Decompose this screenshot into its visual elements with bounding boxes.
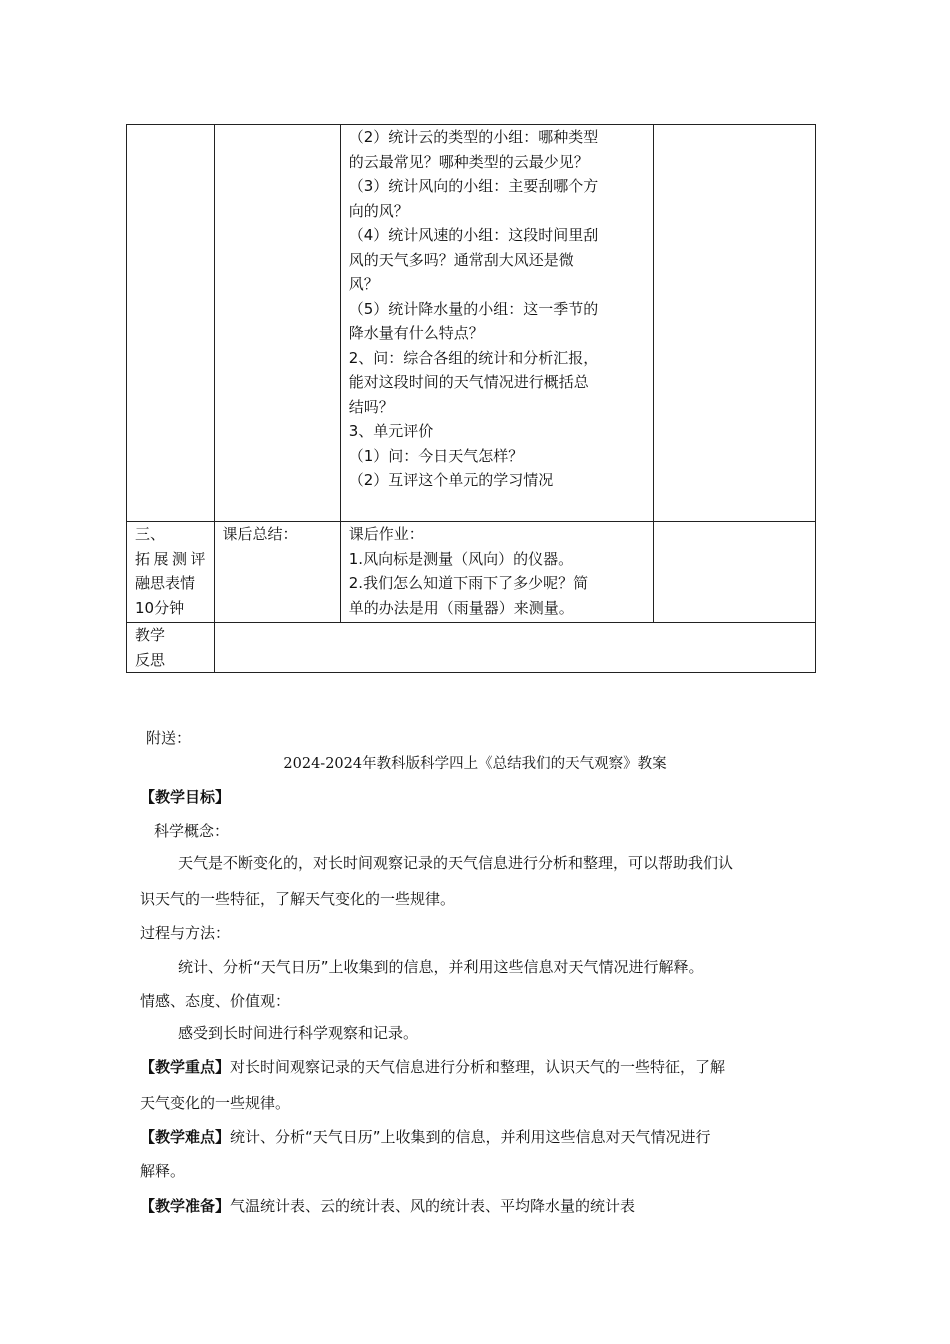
stage-line: 拓展测评 bbox=[135, 549, 206, 568]
key-heading: 【教学重点】 bbox=[140, 1058, 231, 1076]
attitude-label: 情感、态度、价值观： bbox=[140, 992, 291, 1010]
difficulty-heading: 【教学难点】 bbox=[140, 1128, 231, 1146]
attitude-text: 感受到长时间进行科学观察和记录。 bbox=[178, 1024, 419, 1042]
homework-line: 课后作业： bbox=[348, 525, 424, 543]
homework-line: 单的办法是用（雨量器）来测量。 bbox=[348, 598, 574, 617]
prep-text: 气温统计表、云的统计表、风的统计表、平均降水量的统计表 bbox=[230, 1197, 636, 1215]
homework-line: 1.风向标是测量（风向）的仪器。 bbox=[348, 549, 574, 568]
activity-line: （1）问：今日天气怎样？ bbox=[348, 446, 524, 465]
reflect-line: 教学 bbox=[135, 626, 166, 644]
table-cell-stage bbox=[127, 125, 215, 522]
difficulty-text-line: 解释。 bbox=[140, 1162, 186, 1180]
appendix-title: 2024-2024年教科版科学四上《总结我们的天气观察》教案 bbox=[283, 756, 667, 772]
concept-label: 科学概念： bbox=[154, 822, 230, 840]
key-point-line bbox=[140, 1056, 810, 1078]
activity-line: 结吗？ bbox=[348, 397, 394, 416]
table-row bbox=[127, 125, 816, 522]
activity-line: （2）统计云的类型的小组：哪种类型 bbox=[348, 128, 599, 146]
lesson-plan-table bbox=[126, 124, 816, 673]
key-text: 对长时间观察记录的天气信息进行分析和整理，认识天气的一些特征，了解 bbox=[230, 1058, 726, 1076]
activity-line: （5）统计降水量的小组：这一季节的 bbox=[348, 299, 599, 318]
activity-line: 向的风？ bbox=[348, 201, 409, 220]
reflect-line: 反思 bbox=[135, 650, 166, 669]
stage-line: 融思表情 bbox=[135, 574, 196, 592]
difficulty-text: 统计、分析“天气日历”上收集到的信息，并利用这些信息对天气情况进行 bbox=[230, 1128, 711, 1146]
process-label: 过程与方法： bbox=[140, 924, 231, 942]
table-cell-teacher bbox=[214, 522, 340, 623]
table-cell-notes bbox=[654, 125, 816, 522]
table-cell-activities bbox=[340, 522, 653, 623]
process-text: 统计、分析“天气日历”上收集到的信息，并利用这些信息对天气情况进行解释。 bbox=[178, 958, 704, 976]
appendix-label: 附送： bbox=[146, 729, 192, 747]
table-cell-reflection bbox=[214, 623, 816, 673]
activity-line: 降水量有什么特点？ bbox=[348, 324, 484, 342]
key-text-line: 天气变化的一些规律。 bbox=[140, 1094, 291, 1112]
activity-line: 风？ bbox=[348, 275, 379, 293]
table-cell-activities bbox=[340, 125, 653, 522]
difficulty-line bbox=[140, 1126, 810, 1148]
activity-line: 的云最常见？哪种类型的云最少见？ bbox=[348, 152, 589, 171]
table-cell-stage bbox=[127, 522, 215, 623]
table-row bbox=[127, 522, 816, 623]
goal-heading: 【教学目标】 bbox=[140, 788, 231, 806]
activity-line: 2、问：综合各组的统计和分析汇报， bbox=[348, 348, 599, 367]
concept-text-line: 识天气的一些特征，了解天气变化的一些规律。 bbox=[140, 890, 456, 908]
stage-line: 三、 bbox=[135, 525, 166, 543]
activity-line: （4）统计风速的小组：这段时间里刮 bbox=[348, 226, 599, 244]
table-cell-stage bbox=[127, 623, 215, 673]
activity-line: （3）统计风向的小组：主要刮哪个方 bbox=[348, 177, 599, 195]
activity-line: （2）互评这个单元的学习情况 bbox=[348, 471, 554, 489]
activity-line: 3、单元评价 bbox=[348, 422, 434, 440]
summary-label: 课后总结： bbox=[222, 525, 298, 543]
activity-line: 风的天气多吗？通常刮大风还是微 bbox=[348, 250, 574, 269]
stage-line: 10分钟 bbox=[135, 598, 185, 617]
concept-text-line: 天气是不断变化的，对长时间观察记录的天气信息进行分析和整理，可以帮助我们认 bbox=[178, 854, 734, 872]
activity-line: 能对这段时间的天气情况进行概括总 bbox=[348, 373, 589, 391]
homework-line: 2.我们怎么知道下雨下了多少呢？简 bbox=[348, 574, 589, 592]
table-cell-teacher bbox=[214, 125, 340, 522]
table-row bbox=[127, 623, 816, 673]
table-cell-notes bbox=[654, 522, 816, 623]
prep-line bbox=[140, 1195, 810, 1217]
prep-heading: 【教学准备】 bbox=[140, 1197, 231, 1215]
